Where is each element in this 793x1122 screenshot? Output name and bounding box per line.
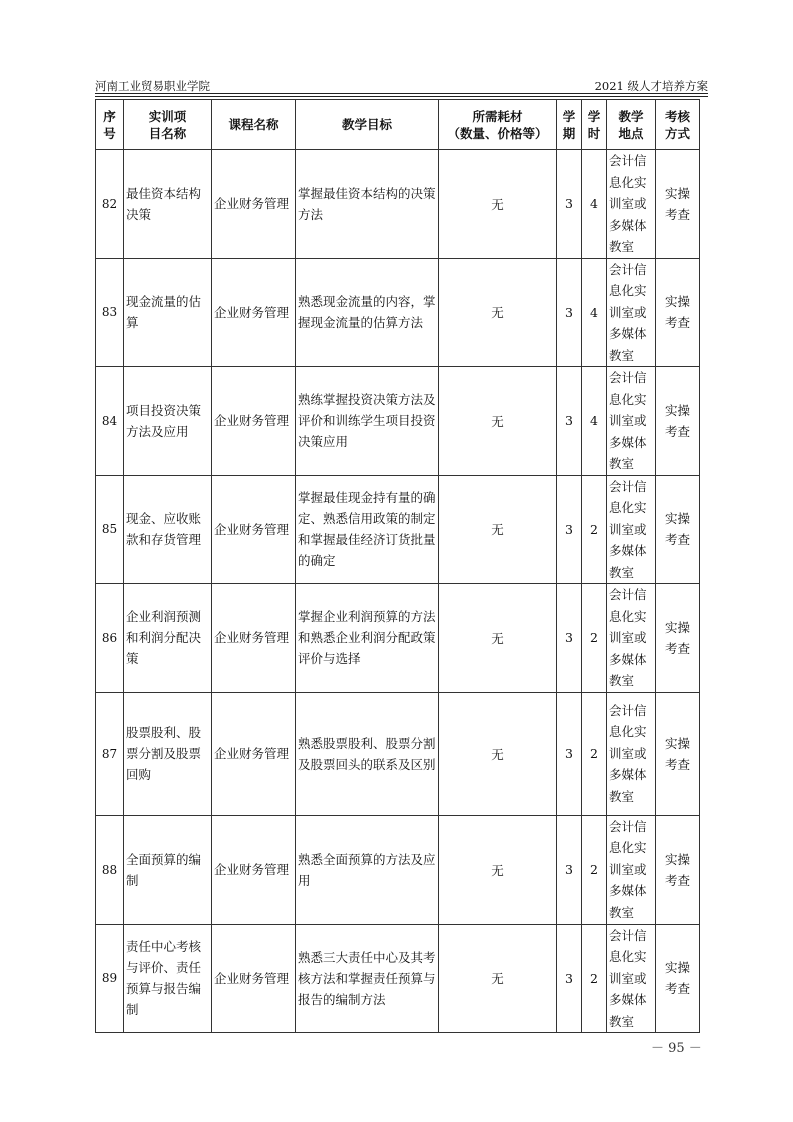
cell-course: 企业财务管理 xyxy=(212,258,296,367)
cell-hours: 2 xyxy=(582,584,607,693)
cell-goal: 熟悉三大责任中心及其考核方法和掌握责任预算与报告的编制方法 xyxy=(296,924,439,1033)
cell-consumables: 无 xyxy=(439,924,557,1033)
cell-exam: 实操考查 xyxy=(656,584,700,693)
cell-no: 86 xyxy=(96,584,124,693)
cell-course: 企业财务管理 xyxy=(212,475,296,584)
cell-hours: 2 xyxy=(582,815,607,924)
cell-project: 现金、应收账款和存货管理 xyxy=(124,475,212,584)
cell-consumables: 无 xyxy=(439,258,557,367)
cell-no: 89 xyxy=(96,924,124,1033)
document-title: 2021 级人才培养方案 xyxy=(594,79,708,93)
header-term: 学 期 xyxy=(557,100,582,150)
cell-term: 3 xyxy=(557,924,582,1033)
cell-consumables: 无 xyxy=(439,367,557,476)
header-exam: 考核 方式 xyxy=(656,100,700,150)
cell-course: 企业财务管理 xyxy=(212,815,296,924)
cell-exam: 实操考查 xyxy=(656,150,700,259)
cell-goal: 熟练掌握投资决策方法及评价和训练学生项目投资决策应用 xyxy=(296,367,439,476)
table-row xyxy=(96,150,700,259)
cell-hours: 4 xyxy=(582,258,607,367)
cell-term: 3 xyxy=(557,815,582,924)
table-header-row xyxy=(96,100,700,150)
cell-location: 会计信息化实训室或多媒体教室 xyxy=(607,475,656,584)
cell-term: 3 xyxy=(557,475,582,584)
header-goal: 教学目标 xyxy=(296,100,439,150)
cell-hours: 2 xyxy=(582,692,607,815)
cell-term: 3 xyxy=(557,584,582,693)
cell-exam: 实操考查 xyxy=(656,475,700,584)
cell-location: 会计信息化实训室或多媒体教室 xyxy=(607,367,656,476)
cell-project: 现金流量的估算 xyxy=(124,258,212,367)
cell-course: 企业财务管理 xyxy=(212,584,296,693)
table-row xyxy=(96,815,700,924)
cell-consumables: 无 xyxy=(439,815,557,924)
cell-goal: 熟悉股票股利、股票分割及股票回头的联系及区别 xyxy=(296,692,439,815)
cell-course: 企业财务管理 xyxy=(212,150,296,259)
cell-no: 84 xyxy=(96,367,124,476)
table-row xyxy=(96,367,700,476)
header-rule-thick xyxy=(95,93,708,94)
cell-goal: 掌握最佳现金持有量的确定、熟悉信用政策的制定和掌握最佳经济订货批量的确定 xyxy=(296,475,439,584)
training-projects-table xyxy=(95,99,700,1033)
cell-project: 最佳资本结构决策 xyxy=(124,150,212,259)
cell-consumables: 无 xyxy=(439,584,557,693)
table-row xyxy=(96,692,700,815)
cell-location: 会计信息化实训室或多媒体教室 xyxy=(607,150,656,259)
header-project: 实训项 目名称 xyxy=(124,100,212,150)
cell-term: 3 xyxy=(557,692,582,815)
cell-course: 企业财务管理 xyxy=(212,924,296,1033)
cell-term: 3 xyxy=(557,258,582,367)
cell-no: 85 xyxy=(96,475,124,584)
cell-exam: 实操考查 xyxy=(656,258,700,367)
cell-location: 会计信息化实训室或多媒体教室 xyxy=(607,584,656,693)
cell-project: 全面预算的编制 xyxy=(124,815,212,924)
cell-no: 82 xyxy=(96,150,124,259)
cell-project: 责任中心考核与评价、责任预算与报告编制 xyxy=(124,924,212,1033)
header-no: 序 号 xyxy=(96,100,124,150)
cell-project: 企业利润预测和利润分配决策 xyxy=(124,584,212,693)
header-consumables: 所需耗材 （数量、价格等） xyxy=(439,100,557,150)
table-row xyxy=(96,584,700,693)
header-course: 课程名称 xyxy=(212,100,296,150)
cell-no: 83 xyxy=(96,258,124,367)
cell-hours: 2 xyxy=(582,475,607,584)
table-row xyxy=(96,924,700,1033)
cell-goal: 熟悉现金流量的内容，掌握现金流量的估算方法 xyxy=(296,258,439,367)
table-row xyxy=(96,475,700,584)
cell-course: 企业财务管理 xyxy=(212,692,296,815)
cell-location: 会计信息化实训室或多媒体教室 xyxy=(607,924,656,1033)
cell-consumables: 无 xyxy=(439,692,557,815)
cell-hours: 4 xyxy=(582,150,607,259)
cell-hours: 4 xyxy=(582,367,607,476)
cell-exam: 实操考查 xyxy=(656,924,700,1033)
page-number: － 95 － xyxy=(651,1041,702,1056)
school-name: 河南工业贸易职业学院 xyxy=(95,79,210,93)
cell-location: 会计信息化实训室或多媒体教室 xyxy=(607,692,656,815)
cell-location: 会计信息化实训室或多媒体教室 xyxy=(607,815,656,924)
cell-hours: 2 xyxy=(582,924,607,1033)
cell-term: 3 xyxy=(557,367,582,476)
cell-goal: 掌握企业利润预算的方法和熟悉企业利润分配政策评价与选择 xyxy=(296,584,439,693)
header-hours: 学 时 xyxy=(582,100,607,150)
cell-exam: 实操考查 xyxy=(656,367,700,476)
cell-consumables: 无 xyxy=(439,475,557,584)
page-header xyxy=(95,79,708,93)
cell-no: 87 xyxy=(96,692,124,815)
cell-course: 企业财务管理 xyxy=(212,367,296,476)
header-location: 教学 地点 xyxy=(607,100,656,150)
header-rule-thin xyxy=(95,96,708,97)
cell-goal: 掌握最佳资本结构的决策方法 xyxy=(296,150,439,259)
cell-goal: 熟悉全面预算的方法及应用 xyxy=(296,815,439,924)
cell-no: 88 xyxy=(96,815,124,924)
cell-project: 项目投资决策方法及应用 xyxy=(124,367,212,476)
table-row xyxy=(96,258,700,367)
cell-project: 股票股利、股票分割及股票回购 xyxy=(124,692,212,815)
cell-exam: 实操考查 xyxy=(656,692,700,815)
cell-consumables: 无 xyxy=(439,150,557,259)
cell-exam: 实操考查 xyxy=(656,815,700,924)
cell-term: 3 xyxy=(557,150,582,259)
cell-location: 会计信息化实训室或多媒体教室 xyxy=(607,258,656,367)
